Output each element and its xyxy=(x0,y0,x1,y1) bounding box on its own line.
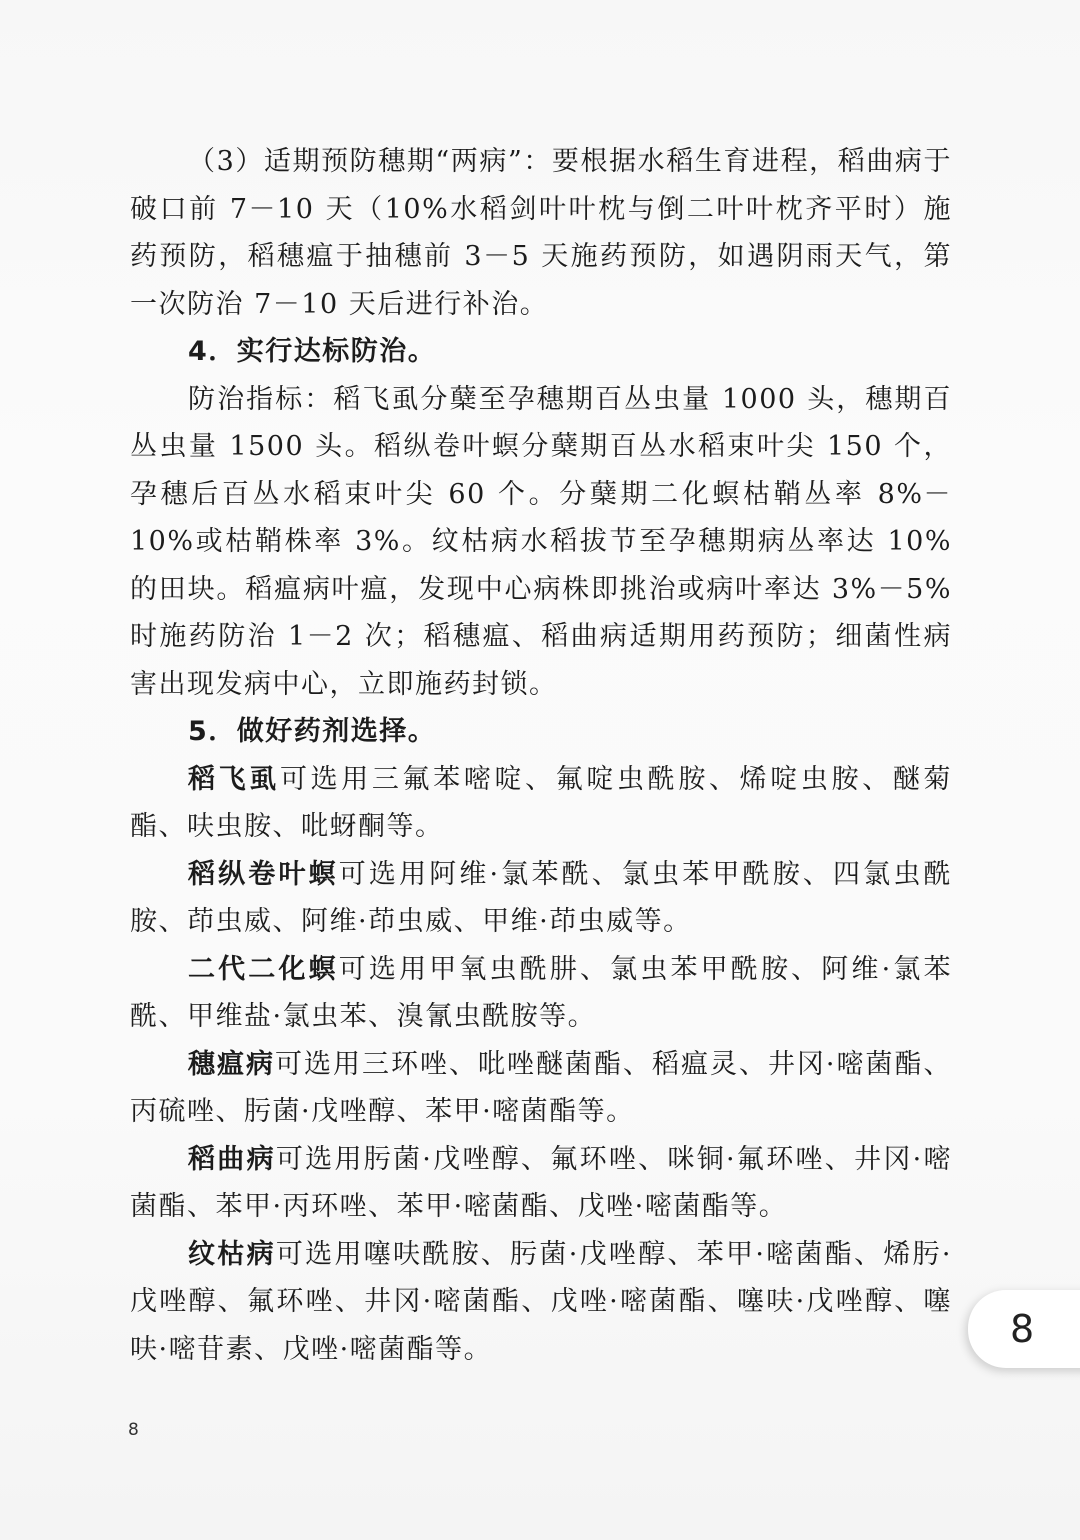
pest-term: 二代二化螟 xyxy=(188,953,339,985)
pesticide-item-stem-borer xyxy=(130,946,952,1041)
pesticide-item-false-smut xyxy=(130,1136,952,1231)
pesticide-list: 可选用三氟苯嘧啶、氟啶虫酰胺、烯啶虫胺、醚菊酯、呋虫胺、吡蚜酮等。 xyxy=(130,763,952,842)
footer-page-number: 8 xyxy=(128,1420,139,1440)
pesticide-item-planthopper xyxy=(130,756,952,851)
pest-term: 穗瘟病 xyxy=(188,1048,275,1080)
pesticide-list: 可选用阿维·氯苯酰、氯虫苯甲酰胺、四氯虫酰胺、茚虫威、阿维·茚虫威、甲维·茚虫威等。 xyxy=(130,858,952,937)
pest-term: 纹枯病 xyxy=(188,1238,276,1270)
pesticide-list: 可选用甲氧虫酰肼、氯虫苯甲酰胺、阿维·氯苯酰、甲维盐·氯虫苯、溴氰虫酰胺等。 xyxy=(130,953,952,1032)
paragraph-panicle-prevention: （3）适期预防穗期“两病”：要根据水稻生育进程，稻曲病于破口前 7－10 天（10%水稻剑叶叶枕与倒二叶叶枕齐平时）施药预防，稻穗瘟于抽穗前 3－5 天施药预防，如遇阴雨天气，第一次防治 7－10 天后进行补治。 xyxy=(130,146,952,320)
pest-term: 稻纵卷叶螟 xyxy=(188,858,339,890)
section-heading-4: 4．实行达标防治。 xyxy=(188,336,437,367)
page-indicator-number: 8 xyxy=(1010,1307,1035,1351)
page-body xyxy=(130,138,952,1373)
page-indicator-badge[interactable] xyxy=(968,1290,1080,1368)
pest-term: 稻曲病 xyxy=(188,1143,276,1175)
pesticide-item-leaf-roller xyxy=(130,851,952,946)
pesticide-item-panicle-blast xyxy=(130,1041,952,1136)
pesticide-list: 可选用三环唑、吡唑醚菌酯、稻瘟灵、井冈·嘧菌酯、丙硫唑、肟菌·戊唑醇、苯甲·嘧菌酯等。 xyxy=(130,1048,952,1127)
pest-term: 稻飞虱 xyxy=(188,763,280,795)
pesticide-item-sheath-blight xyxy=(130,1231,952,1374)
section-heading-5: 5．做好药剂选择。 xyxy=(188,716,437,747)
pesticide-list: 可选用噻呋酰胺、肟菌·戊唑醇、苯甲·嘧菌酯、烯肟·戊唑醇、氟环唑、井冈·嘧菌酯、戊唑·嘧菌酯、噻呋·戊唑醇、噻呋·嘧苷素、戊唑·嘧菌酯等。 xyxy=(130,1238,953,1365)
pesticide-list: 可选用肟菌·戊唑醇、氟环唑、咪铜·氟环唑、井冈·嘧菌酯、苯甲·丙环唑、苯甲·嘧菌酯、戊唑·嘧菌酯等。 xyxy=(130,1143,953,1222)
paragraph-control-thresholds: 防治指标：稻飞虱分蘖至孕穗期百丛虫量 1000 头，穗期百丛虫量 1500 头。稻纵卷叶螟分蘖期百丛水稻束叶尖 150 个，孕穗后百丛水稻束叶尖 60 个。分蘖期二化螟枯鞘丛率 8%－10%或枯鞘株率 3%。纹枯病水稻拔节至孕穗期病丛率达 10%的田块。稻瘟病叶瘟，发现中心病株即挑治或病叶率达 3%－5%时施药防治 1－2 次；稻穗瘟、稻曲病适期用药预防；细菌性病害出现发病中心，立即施药封锁。 xyxy=(130,383,952,700)
